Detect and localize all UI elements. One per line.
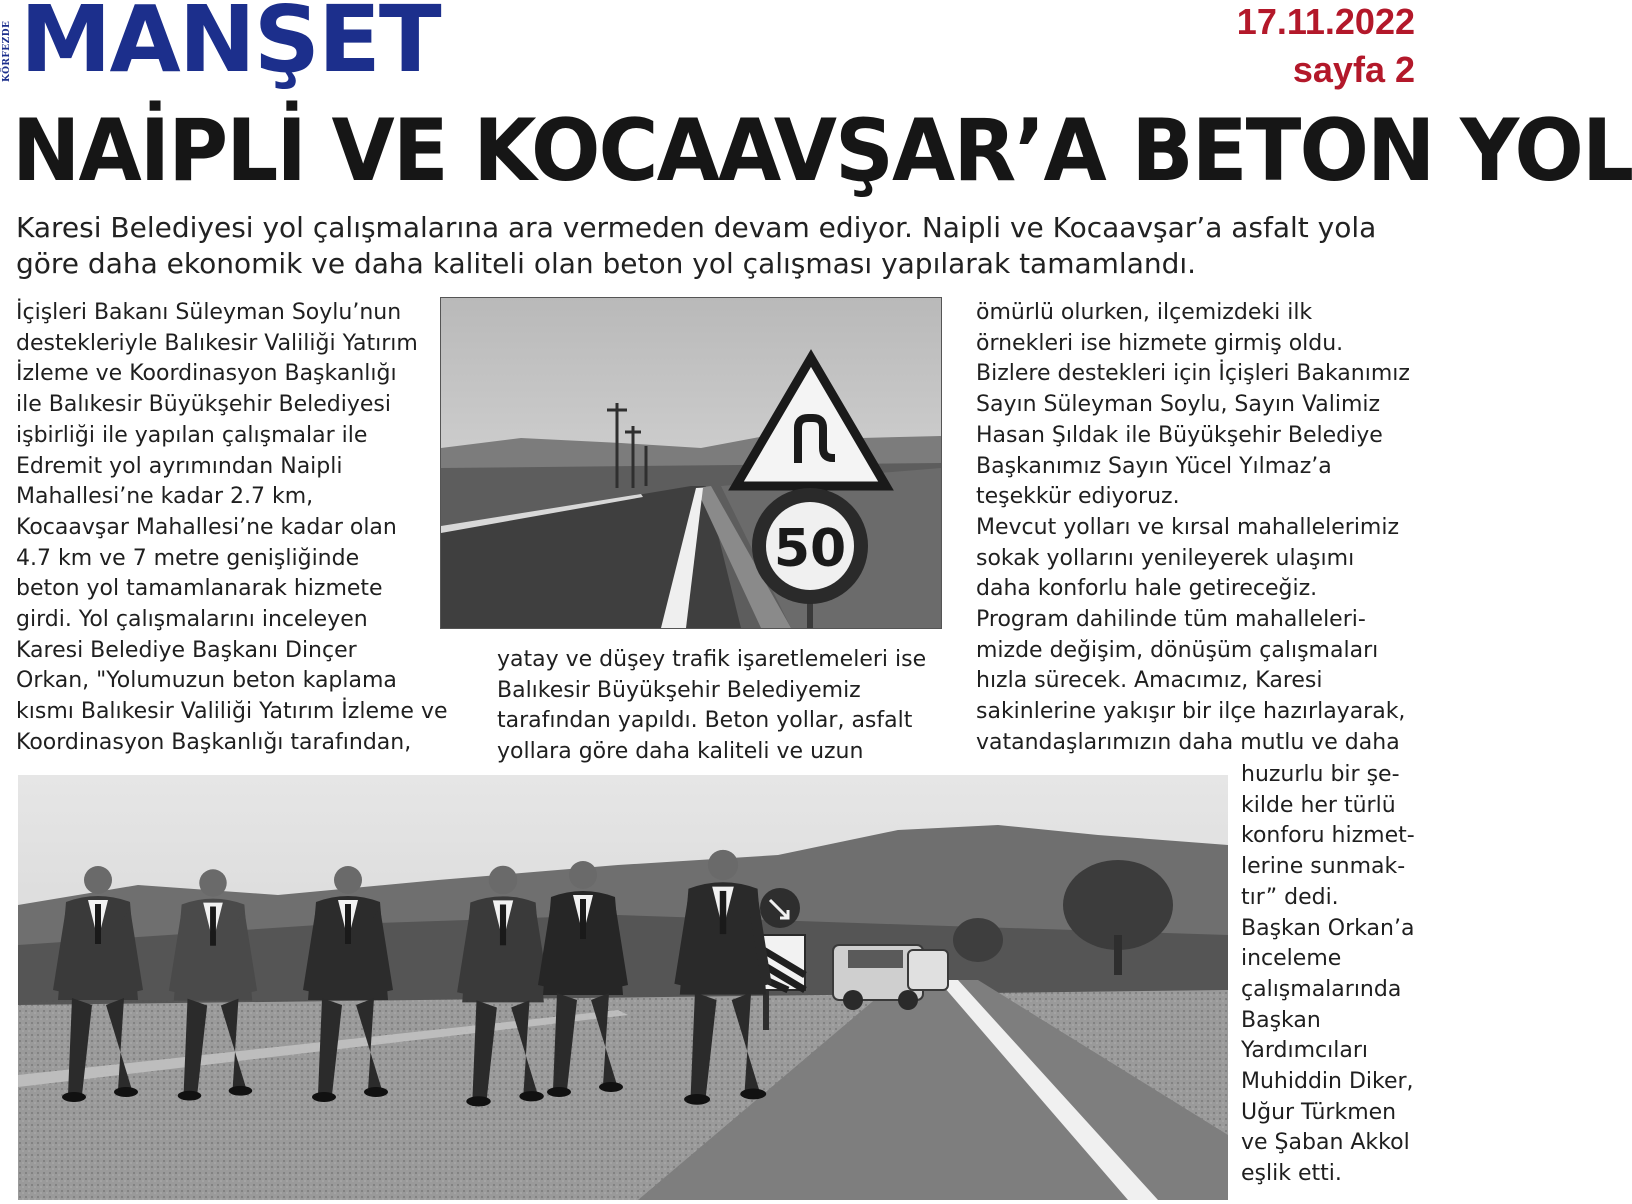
body-line: Başkan Orkan’a (1241, 915, 1415, 941)
body-line: huzurlu bir şe- (1241, 762, 1400, 787)
body-line: destekleriyle Balıkesir Valiliği Yatırım (16, 330, 418, 356)
article-column-1 (16, 298, 456, 759)
body-line: teşekkür ediyoruz. (976, 484, 1180, 510)
body-line: Orkan, "Yolumuzun beton kaplama (16, 668, 397, 694)
body-line: Bizlere destekleri için İçişleri Bakanımız (976, 361, 1410, 387)
publication-date: 17.11.2022 (1236, 1, 1415, 42)
newspaper-logo (0, 0, 440, 100)
body-line: yatay ve düşey trafik işaretlemeleri ise (497, 647, 927, 672)
officials-walking-photo (18, 775, 1228, 1200)
body-line: tarafından yapıldı. Beton yollar, asfalt (497, 708, 913, 734)
road-signs-illustration (441, 298, 941, 628)
body-line: eşlik etti. (1241, 1161, 1342, 1187)
body-line: ve Şaban Akkol (1241, 1130, 1410, 1156)
body-line: Koordinasyon Başkanlığı tarafından, (16, 729, 412, 755)
body-line: çalışmalarında (1241, 976, 1402, 1002)
body-line: daha konforlu hale getireceğiz. (976, 576, 1318, 602)
body-line: Başkanımız Sayın Yücel Yılmaz’a (976, 453, 1332, 479)
article-headline: NAİPLİ VE KOCAAVŞAR’A BETON YOL (12, 101, 1632, 201)
logo-side-text: KÖRFEZDE (2, 20, 12, 82)
speed-limit-value: 50 (773, 519, 847, 579)
body-line: mizde değişim, dönüşüm çalışmaları (976, 637, 1379, 663)
body-line: Program dahilinde tüm mahalleleri- (976, 607, 1366, 633)
body-line: Yardımcıları (1241, 1038, 1369, 1064)
body-line: hızla sürecek. Amacımız, Karesi (976, 668, 1323, 694)
body-line: kilde her türlü (1241, 792, 1396, 818)
body-line: sokak yollarını yenileyerek ulaşımı (976, 545, 1355, 571)
body-line: kısmı Balıkesir Valiliği Yatırım İzleme ve (16, 699, 448, 725)
article-column-4 (1241, 760, 1421, 1190)
body-line: konforu hizmet- (1241, 823, 1415, 849)
body-line: inceleme (1241, 946, 1342, 972)
body-line: Uğur Türkmen (1241, 1099, 1397, 1125)
body-line: Muhiddin Diker, (1241, 1069, 1414, 1095)
body-line: İçişleri Bakanı Süleyman Soylu’nun (16, 300, 402, 325)
body-line: Mahallesi’ne kadar 2.7 km, (16, 484, 314, 510)
body-line: sakinlerine yakışır bir ilçe hazırlayarak, (976, 699, 1406, 725)
body-line: girdi. Yol çalışmalarını inceleyen (16, 607, 368, 633)
body-line: Sayın Süleyman Soylu, Sayın Valimiz (976, 392, 1381, 418)
body-line: Hasan Şıldak ile Büyükşehir Belediye (976, 422, 1383, 448)
body-line: ömürlü olurken, ilçemizdeki ilk (976, 300, 1313, 325)
body-line: ile Balıkesir Büyükşehir Belediyesi (16, 392, 391, 418)
body-line: Başkan (1241, 1007, 1321, 1033)
body-line: vatandaşlarımızın daha mutlu ve daha (976, 729, 1400, 755)
body-line: tır” dedi. (1241, 884, 1339, 910)
body-line: yollara göre daha kaliteli ve uzun (497, 739, 864, 765)
body-line: İzleme ve Koordinasyon Başkanlığı (16, 361, 397, 387)
body-line: Mevcut yolları ve kırsal mahallelerimiz (976, 514, 1400, 540)
body-line: 4.7 km ve 7 metre genişliğinde (16, 545, 360, 571)
body-line: işbirliği ile yapılan çalışmalar ile (16, 422, 368, 448)
body-line: Balıkesir Büyükşehir Belediyemiz (497, 677, 861, 703)
officials-walking-illustration (18, 775, 1228, 1200)
body-line: örnekleri ise hizmete girmiş oldu. (976, 330, 1344, 356)
body-line: beton yol tamamlanarak hizmete (16, 576, 383, 602)
road-signs-photo (440, 297, 942, 629)
page-number: sayfa 2 (1292, 49, 1415, 90)
article-column-3 (976, 298, 1416, 759)
body-line: lerine sunmak- (1241, 854, 1406, 880)
logo-wordmark: MANŞET (20, 0, 440, 93)
body-line: Kocaavşar Mahallesi’ne kadar olan (16, 514, 397, 540)
article-lead: Karesi Belediyesi yol çalışmalarına ara vermeden devam ediyor. Naipli ve Kocaavşar’a asfalt yola göre daha ekonomik ve daha kaliteli olan beton yol çalışması yapılarak tamamlandı. (16, 211, 1377, 280)
article-column-2 (497, 645, 937, 768)
body-line: Karesi Belediye Başkanı Dinçer (16, 637, 357, 663)
body-line: Edremit yol ayrımından Naipli (16, 453, 343, 479)
